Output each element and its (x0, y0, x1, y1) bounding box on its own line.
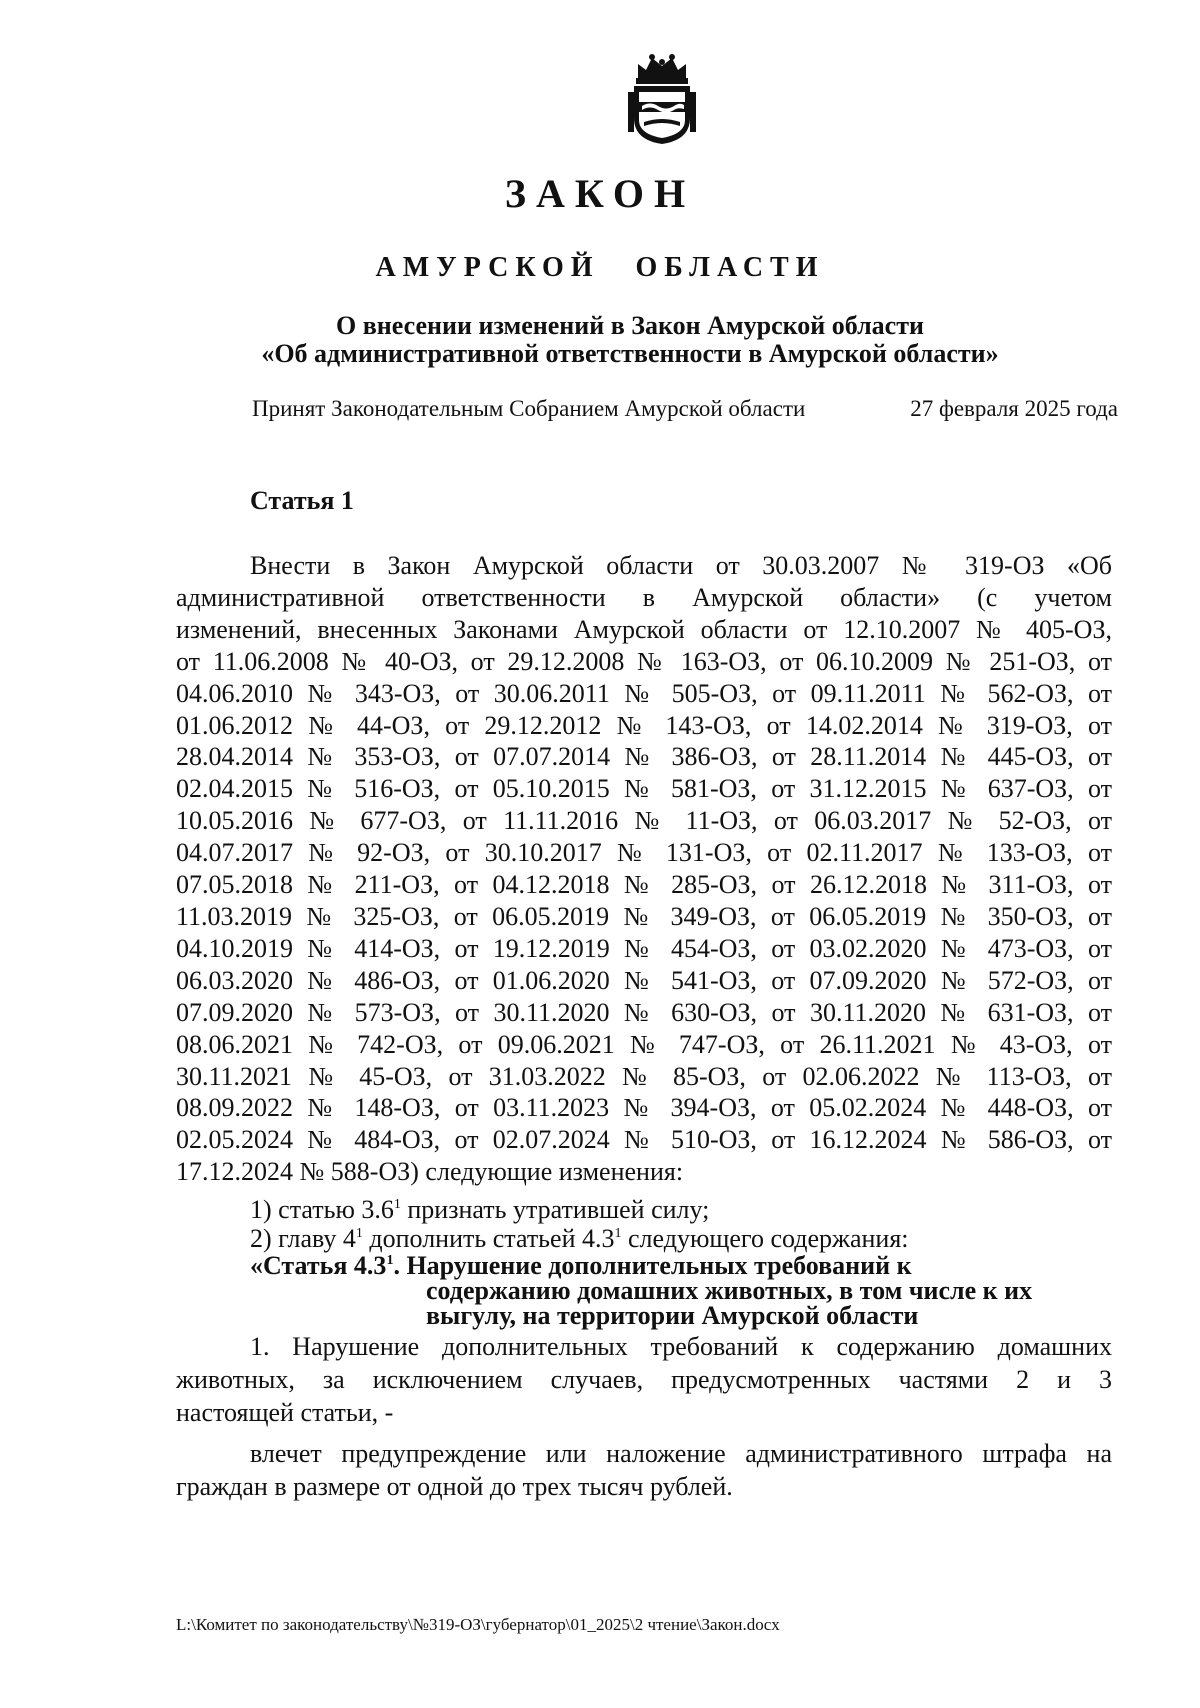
body-line: Внести в Закон Амурской области от 30.03.2007 № 319-ОЗ «Об (250, 551, 1112, 580)
article-1-body (176, 550, 1112, 1188)
body-line: 10.05.2016 № 677-ОЗ, от 11.11.2016 № 11-ОЗ, от 06.03.2017 № 52-ОЗ, от (176, 806, 1112, 836)
body-line: 04.07.2017 № 92-ОЗ, от 30.10.2017 № 131-ОЗ, от 02.11.2017 № 133-ОЗ, от (176, 838, 1112, 868)
amendment-item-2 (250, 1224, 1110, 1253)
body-line: 06.03.2020 № 486-ОЗ, от 01.06.2020 № 541-ОЗ, от 07.09.2020 № 572-ОЗ, от (176, 965, 1112, 995)
region-subtitle (0, 252, 1200, 284)
article-1-title: Статья 1 (250, 486, 354, 515)
body-line: 01.06.2012 № 44-ОЗ, от 29.12.2012 № 143-ОЗ, от 14.02.2014 № 319-ОЗ, от (176, 710, 1112, 740)
body-line: 08.09.2022 № 148-ОЗ, от 03.11.2023 № 394-ОЗ, от 05.02.2024 № 448-ОЗ, от (176, 1093, 1112, 1123)
item-2-superscript-2: 1 (614, 1226, 622, 1241)
part-line: 1. Нарушение дополнительных требований к содержанию домашних (250, 1332, 1112, 1361)
item-1-text: 1) статью 3.6 (250, 1195, 394, 1224)
document-type-title: ЗАКОН (504, 171, 696, 216)
new-article-superscript: 1 (386, 1253, 394, 1268)
body-line: 02.05.2024 № 484-ОЗ, от 02.07.2024 № 510-ОЗ, от 16.12.2024 № 586-ОЗ, от (176, 1125, 1112, 1155)
subtitle-word-2: ОБЛАСТИ (635, 252, 825, 283)
file-path-footer: L:\Комитет по законодательству\№319-ОЗ\губернатор\01_2025\2 чтение\Закон.docx (176, 1615, 780, 1634)
amendment-items (250, 1195, 1110, 1253)
sanction-line: влечет предупреждение или наложение административного штрафа на (250, 1439, 1112, 1468)
heading-line-2: «Об административной ответственности в Амурской области» (261, 339, 999, 368)
adopted-by: Принят Законодательным Собранием Амурской области (252, 396, 806, 421)
body-line: 07.09.2020 № 573-ОЗ, от 30.11.2020 № 630-ОЗ, от 30.11.2020 № 631-ОЗ, от (176, 997, 1112, 1027)
law-heading (160, 312, 1100, 368)
body-line: административной ответственности в Амурской области» (с учетом (176, 582, 1112, 612)
body-line: изменений, внесенных Законами Амурской области от 12.10.2007 № 405-ОЗ, (176, 614, 1112, 644)
subtitle-word-1: АМУРСКОЙ (375, 252, 600, 283)
item-2-text-end: следующего содержания: (621, 1224, 909, 1253)
new-article-number: «Статья 4.3 (250, 1251, 387, 1280)
body-line: 07.05.2018 № 211-ОЗ, от 04.12.2018 № 285-ОЗ, от 26.12.2018 № 311-ОЗ, от (176, 870, 1112, 900)
new-article-line-2: содержанию домашних животных, в том числе к их (426, 1276, 1033, 1305)
item-2-text-mid: дополнить статьей 4.3 (362, 1224, 615, 1253)
body-line: 11.03.2019 № 325-ОЗ, от 06.05.2019 № 349-ОЗ, от 06.05.2019 № 350-ОЗ, от (176, 901, 1112, 931)
item-2-superscript-1: 1 (355, 1226, 363, 1241)
new-article-title (250, 1253, 1110, 1328)
amendment-item-1 (250, 1195, 1110, 1224)
item-2-text: 2) главу 4 (250, 1224, 356, 1253)
body-line: 08.06.2021 № 742-ОЗ, от 09.06.2021 № 747-ОЗ, от 26.11.2021 № 43-ОЗ, от (176, 1029, 1112, 1059)
item-1-superscript: 1 (393, 1197, 401, 1212)
body-line: 02.04.2015 № 516-ОЗ, от 05.10.2015 № 581-ОЗ, от 31.12.2015 № 637-ОЗ, от (176, 774, 1112, 804)
part-1-disposition (176, 1330, 1112, 1429)
part-line: настоящей статьи, - (176, 1398, 394, 1427)
adopted-date: 27 февраля 2025 года (910, 396, 1118, 421)
new-article-line-3: выгулу, на территории Амурской области (426, 1301, 919, 1330)
body-line: 17.12.2024 № 588-ОЗ) следующие изменения: (176, 1157, 684, 1187)
body-line: 28.04.2014 № 353-ОЗ, от 07.07.2014 № 386-ОЗ, от 28.11.2014 № 445-ОЗ, от (176, 742, 1112, 772)
body-line: 04.10.2019 № 414-ОЗ, от 19.12.2019 № 454-ОЗ, от 03.02.2020 № 473-ОЗ, от (176, 933, 1112, 963)
adoption-line (252, 396, 1118, 422)
sanction-line: граждан в размере от одной до трех тысяч рублей. (176, 1472, 733, 1501)
new-article-line-1: . Нарушение дополнительных требований к (393, 1251, 912, 1280)
body-line: от 11.06.2008 № 40-ОЗ, от 29.12.2008 № 163-ОЗ, от 06.10.2009 № 251-ОЗ, от (176, 646, 1112, 676)
coat-of-arms-icon (624, 52, 700, 146)
item-1-text-end: признать утратившей силу; (400, 1195, 710, 1224)
heading-line-1: О внесении изменений в Закон Амурской области (336, 311, 924, 340)
body-line: 30.11.2021 № 45-ОЗ, от 31.03.2022 № 85-ОЗ, от 02.06.2022 № 113-ОЗ, от (176, 1061, 1112, 1091)
part-line: животных, за исключением случаев, предусмотренных частями 2 и 3 (176, 1365, 1112, 1394)
body-line: 04.06.2010 № 343-ОЗ, от 30.06.2011 № 505-ОЗ, от 09.11.2011 № 562-ОЗ, от (176, 678, 1112, 708)
part-1-sanction (176, 1437, 1112, 1503)
